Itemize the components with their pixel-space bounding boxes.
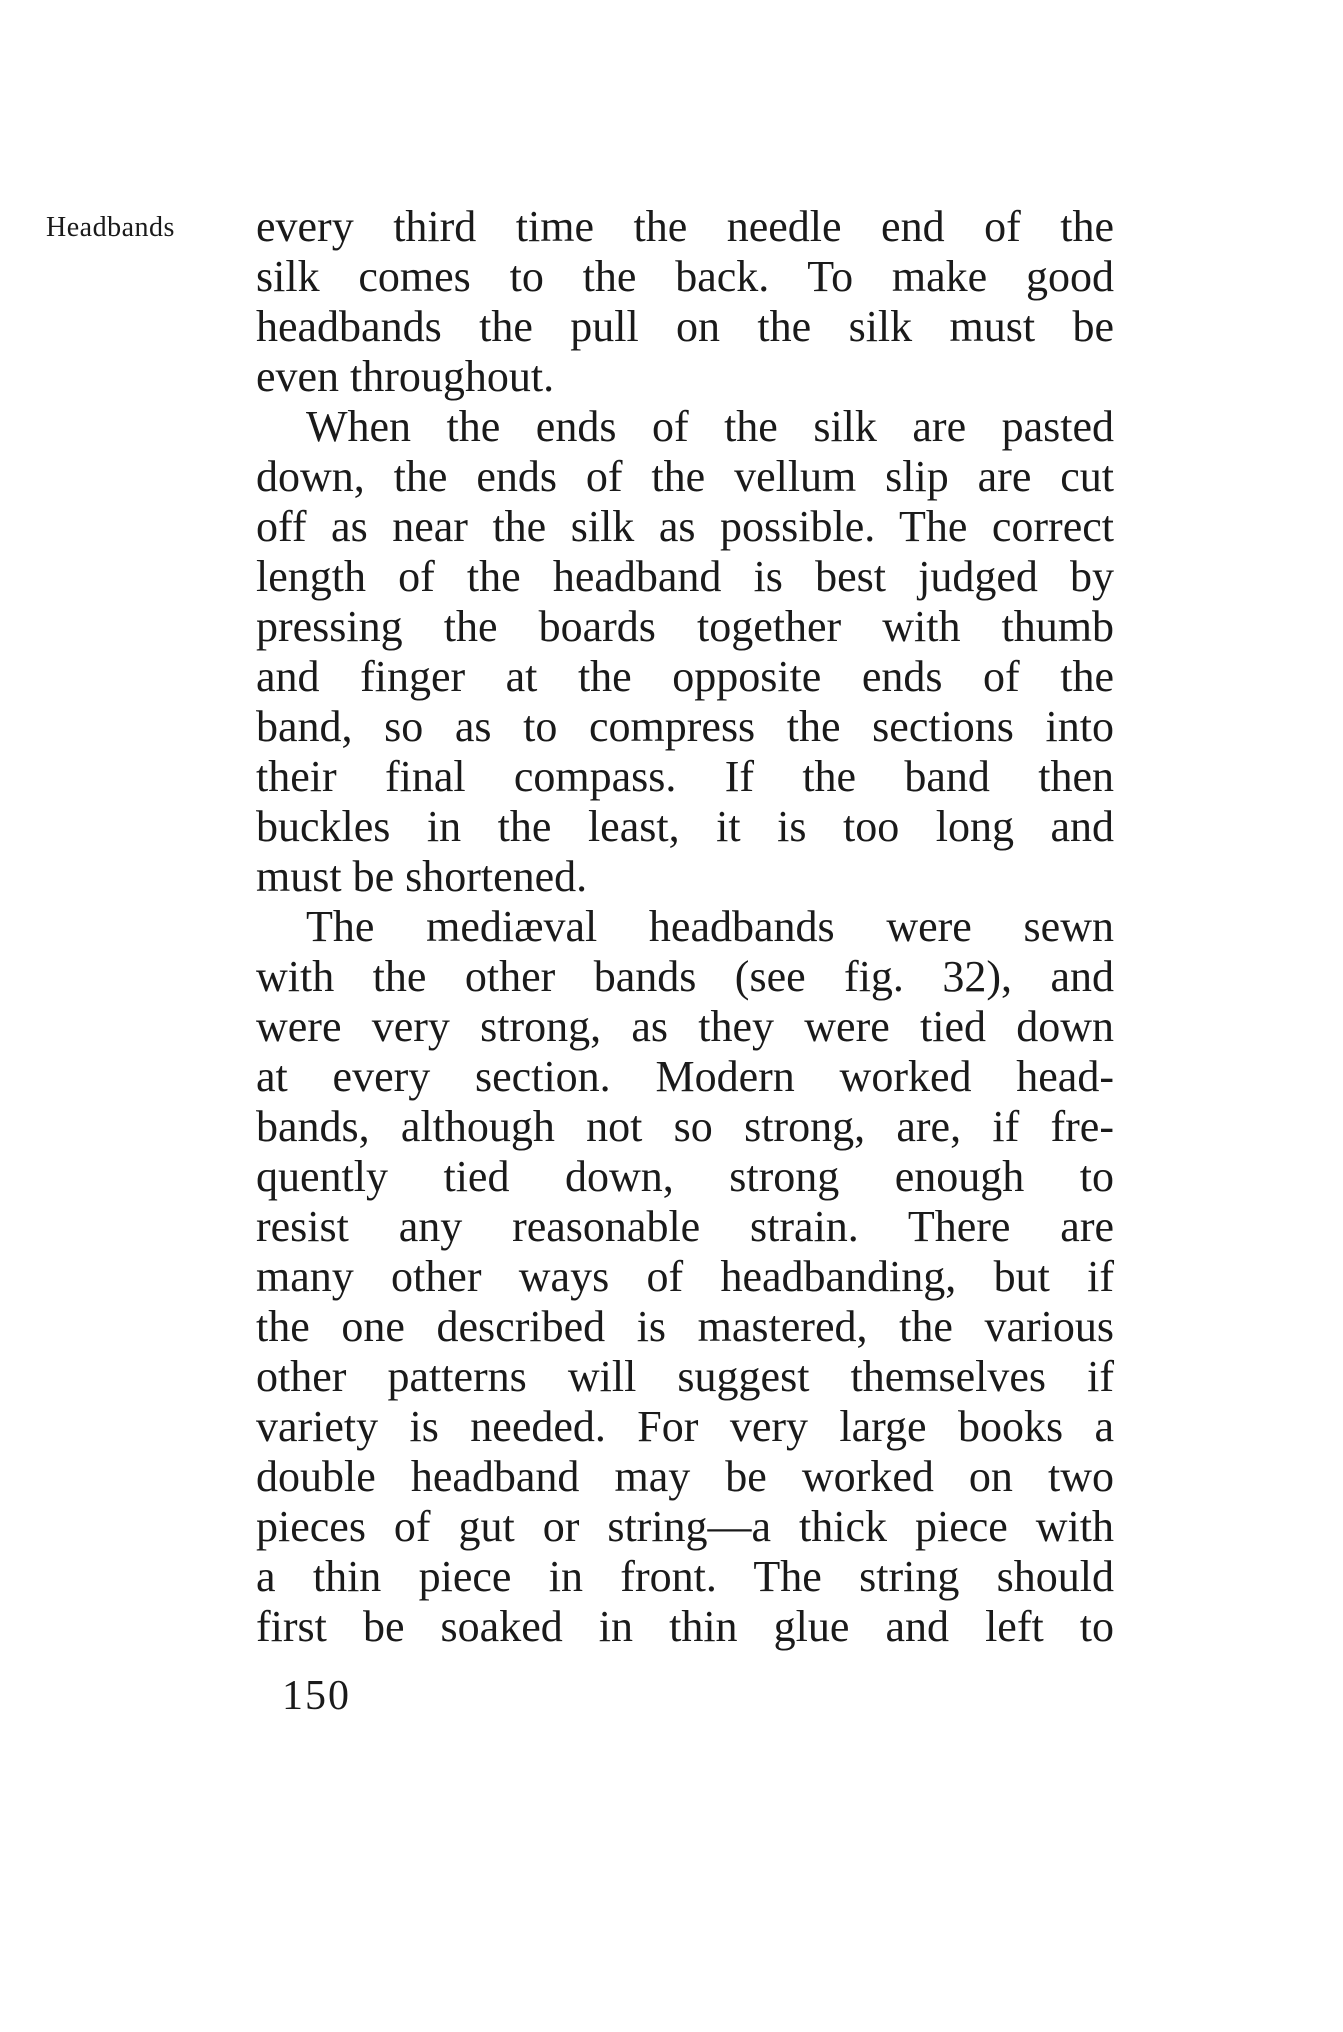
text-line: double headband may be worked on two (256, 1452, 1114, 1501)
text-line: every third time the needle end of the (256, 202, 1114, 251)
text-line: pressing the boards together with thumb (256, 602, 1114, 651)
text-line: must be shortened. (256, 852, 588, 901)
text-line: buckles in the least, it is too long and (256, 802, 1114, 851)
text-line: even throughout. (256, 352, 555, 401)
text-line: pieces of gut or string—a thick piece with (256, 1502, 1114, 1551)
text-line: the one described is mastered, the various (256, 1302, 1114, 1351)
margin-note: Headbands (46, 212, 175, 243)
text-line: quently tied down, strong enough to (256, 1152, 1114, 1201)
text-line: When the ends of the silk are pasted (306, 402, 1114, 451)
text-line: off as near the silk as possible. The correct (256, 502, 1114, 551)
text-line: down, the ends of the vellum slip are cut (256, 452, 1114, 501)
body-text (256, 202, 1114, 1652)
text-line: their final compass. If the band then (256, 752, 1114, 801)
text-line: a thin piece in front. The string should (256, 1552, 1114, 1601)
page-number: 150 (282, 1673, 351, 1719)
text-line: length of the headband is best judged by (256, 552, 1114, 601)
text-line: silk comes to the back. To make good (256, 252, 1114, 301)
text-line: first be soaked in thin glue and left to (256, 1602, 1114, 1651)
text-line: many other ways of headbanding, but if (256, 1252, 1114, 1301)
text-line: bands, although not so strong, are, if fre- (256, 1102, 1114, 1151)
text-line: with the other bands (see fig. 32), and (256, 952, 1114, 1001)
text-line: resist any reasonable strain. There are (256, 1202, 1114, 1251)
text-line: The mediæval headbands were sewn (306, 902, 1114, 951)
text-line: at every section. Modern worked head- (256, 1052, 1114, 1101)
text-line: were very strong, as they were tied down (256, 1002, 1114, 1051)
text-line: and finger at the opposite ends of the (256, 652, 1114, 701)
text-line: headbands the pull on the silk must be (256, 302, 1114, 351)
text-line: band, so as to compress the sections into (256, 702, 1114, 751)
text-line: variety is needed. For very large books a (256, 1402, 1114, 1451)
text-line: other patterns will suggest themselves if (256, 1352, 1114, 1401)
